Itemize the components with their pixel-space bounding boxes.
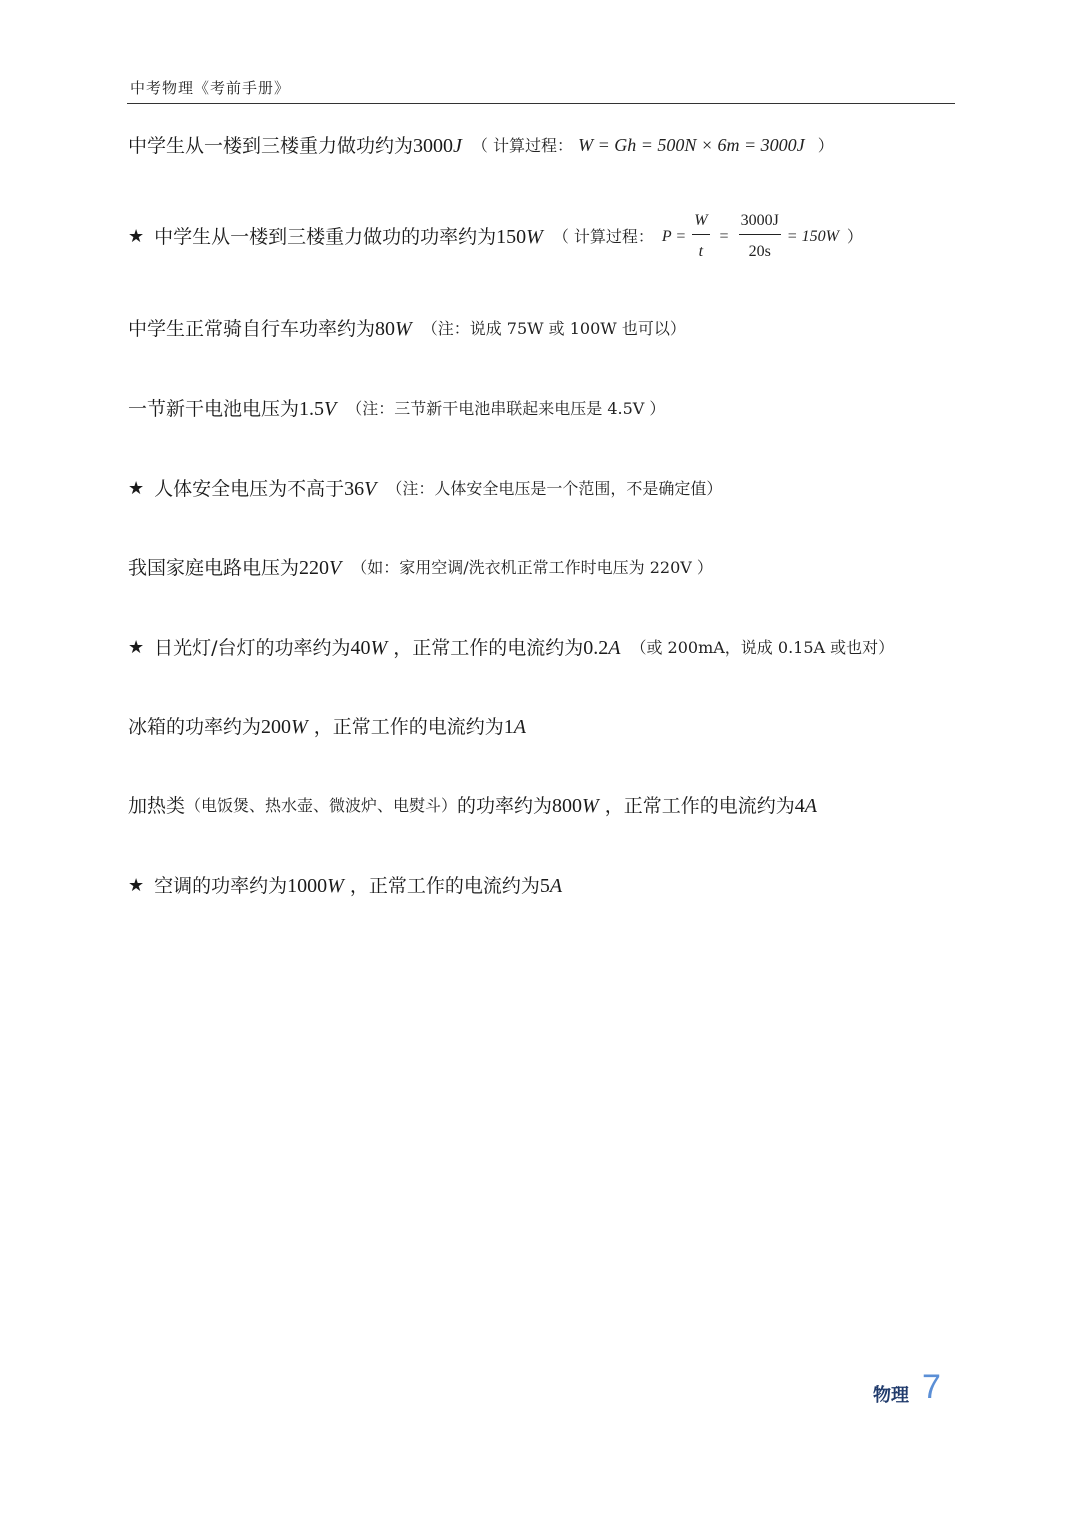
page-number: 7 — [922, 1368, 941, 1406]
fact-text: 中学生从一楼到三楼重力做功约为 — [128, 134, 414, 157]
fact-row — [128, 873, 562, 899]
fact-row — [128, 316, 686, 342]
fact-note: （注：说成 75W 或 100W 也可以） — [421, 319, 686, 338]
fact-text: 空调的功率约为 — [154, 875, 288, 897]
footer-subject-label: 物理 — [873, 1385, 909, 1406]
fact-text-2: ，正常工作的电流约为 — [604, 795, 795, 817]
star-icon: ★ — [128, 637, 145, 658]
fact-value: 1000W — [287, 875, 344, 897]
fact-value: 40W — [350, 637, 388, 659]
fact-text: 中学生从一楼到三楼重力做功的功率约为 — [154, 225, 497, 248]
fraction: $\frac{3000J}{20s}$ — [740, 212, 779, 260]
fact-value: 80W — [375, 318, 412, 340]
fact-text: 人体安全电压为不高于 — [154, 478, 345, 500]
fact-value: 200W — [261, 716, 308, 738]
fact-text: 冰箱的功率约为 — [128, 716, 262, 738]
fact-value-2: 4A — [794, 795, 817, 817]
fact-text-2: ，正常工作的电流约为 — [313, 716, 504, 738]
fact-note: （注：人体安全电压是一个范围，不是确定值） — [386, 479, 723, 498]
fraction: $\frac{W}{t}$ — [694, 212, 708, 260]
star-icon: ★ — [128, 875, 145, 896]
page-header-title: 中考物理《考前手册》 — [130, 79, 291, 97]
fact-text-2: ，正常工作的电流约为 — [349, 875, 540, 897]
fact-value: 3000J — [413, 134, 462, 157]
fact-row — [128, 396, 665, 422]
fact-row — [128, 132, 834, 159]
fact-value: 800W — [552, 795, 599, 817]
fact-value: 220V — [299, 557, 342, 579]
fact-value: 150W — [496, 225, 543, 248]
star-icon: ★ — [128, 225, 145, 247]
star-icon: ★ — [128, 478, 145, 499]
fact-row — [128, 635, 894, 661]
fact-value-2: 5A — [539, 875, 563, 897]
fact-row — [128, 793, 817, 819]
fact-text: 我国家庭电路电压为 — [128, 557, 300, 579]
fact-note: （或 200mA，说成 0.15A 或也对） — [630, 638, 895, 657]
fact-note: （注：三节新干电池串联起来电压是 4.5V ） — [346, 399, 666, 418]
fact-text-mid: 的功率约为 — [457, 795, 553, 817]
fact-row — [128, 210, 863, 263]
fact-value-2: 1A — [503, 716, 526, 738]
fact-value: 36V — [344, 478, 377, 500]
fact-text: 中学生正常骑自行车功率约为 — [128, 318, 376, 340]
fact-value: 1.5V — [299, 398, 337, 420]
fact-row — [128, 555, 713, 581]
fact-text-2: ，正常工作的电流约为 — [393, 637, 584, 659]
fact-note: （如：家用空调/洗衣机正常工作时电压为 220V ） — [351, 558, 713, 577]
fact-text: 加热类 — [128, 795, 186, 817]
fact-row — [128, 476, 722, 502]
fact-text: 一节新干电池电压为 — [128, 398, 300, 420]
formula: P = $\frac{W}{t}$ = $\frac{3000J}{20s}$ = 150W — [662, 210, 839, 263]
fact-text: 日光灯/台灯的功率约为 — [154, 637, 351, 659]
fact-row — [128, 714, 526, 740]
fact-note: （ 计算过程： P = $\frac{W}{t}$ = $\frac{3000J}{20s}$ = 150W ） — [553, 210, 863, 263]
header-rule — [127, 103, 955, 104]
formula: W = Gh = 500N × 6m = 3000J — [578, 135, 805, 155]
fact-value-2: 0.2A — [583, 637, 621, 659]
fact-paren: （电饭煲、热水壶、微波炉、电熨斗） — [185, 796, 458, 815]
fact-note: （ 计算过程： W = Gh = 500N × 6m = 3000J ） — [471, 135, 834, 155]
